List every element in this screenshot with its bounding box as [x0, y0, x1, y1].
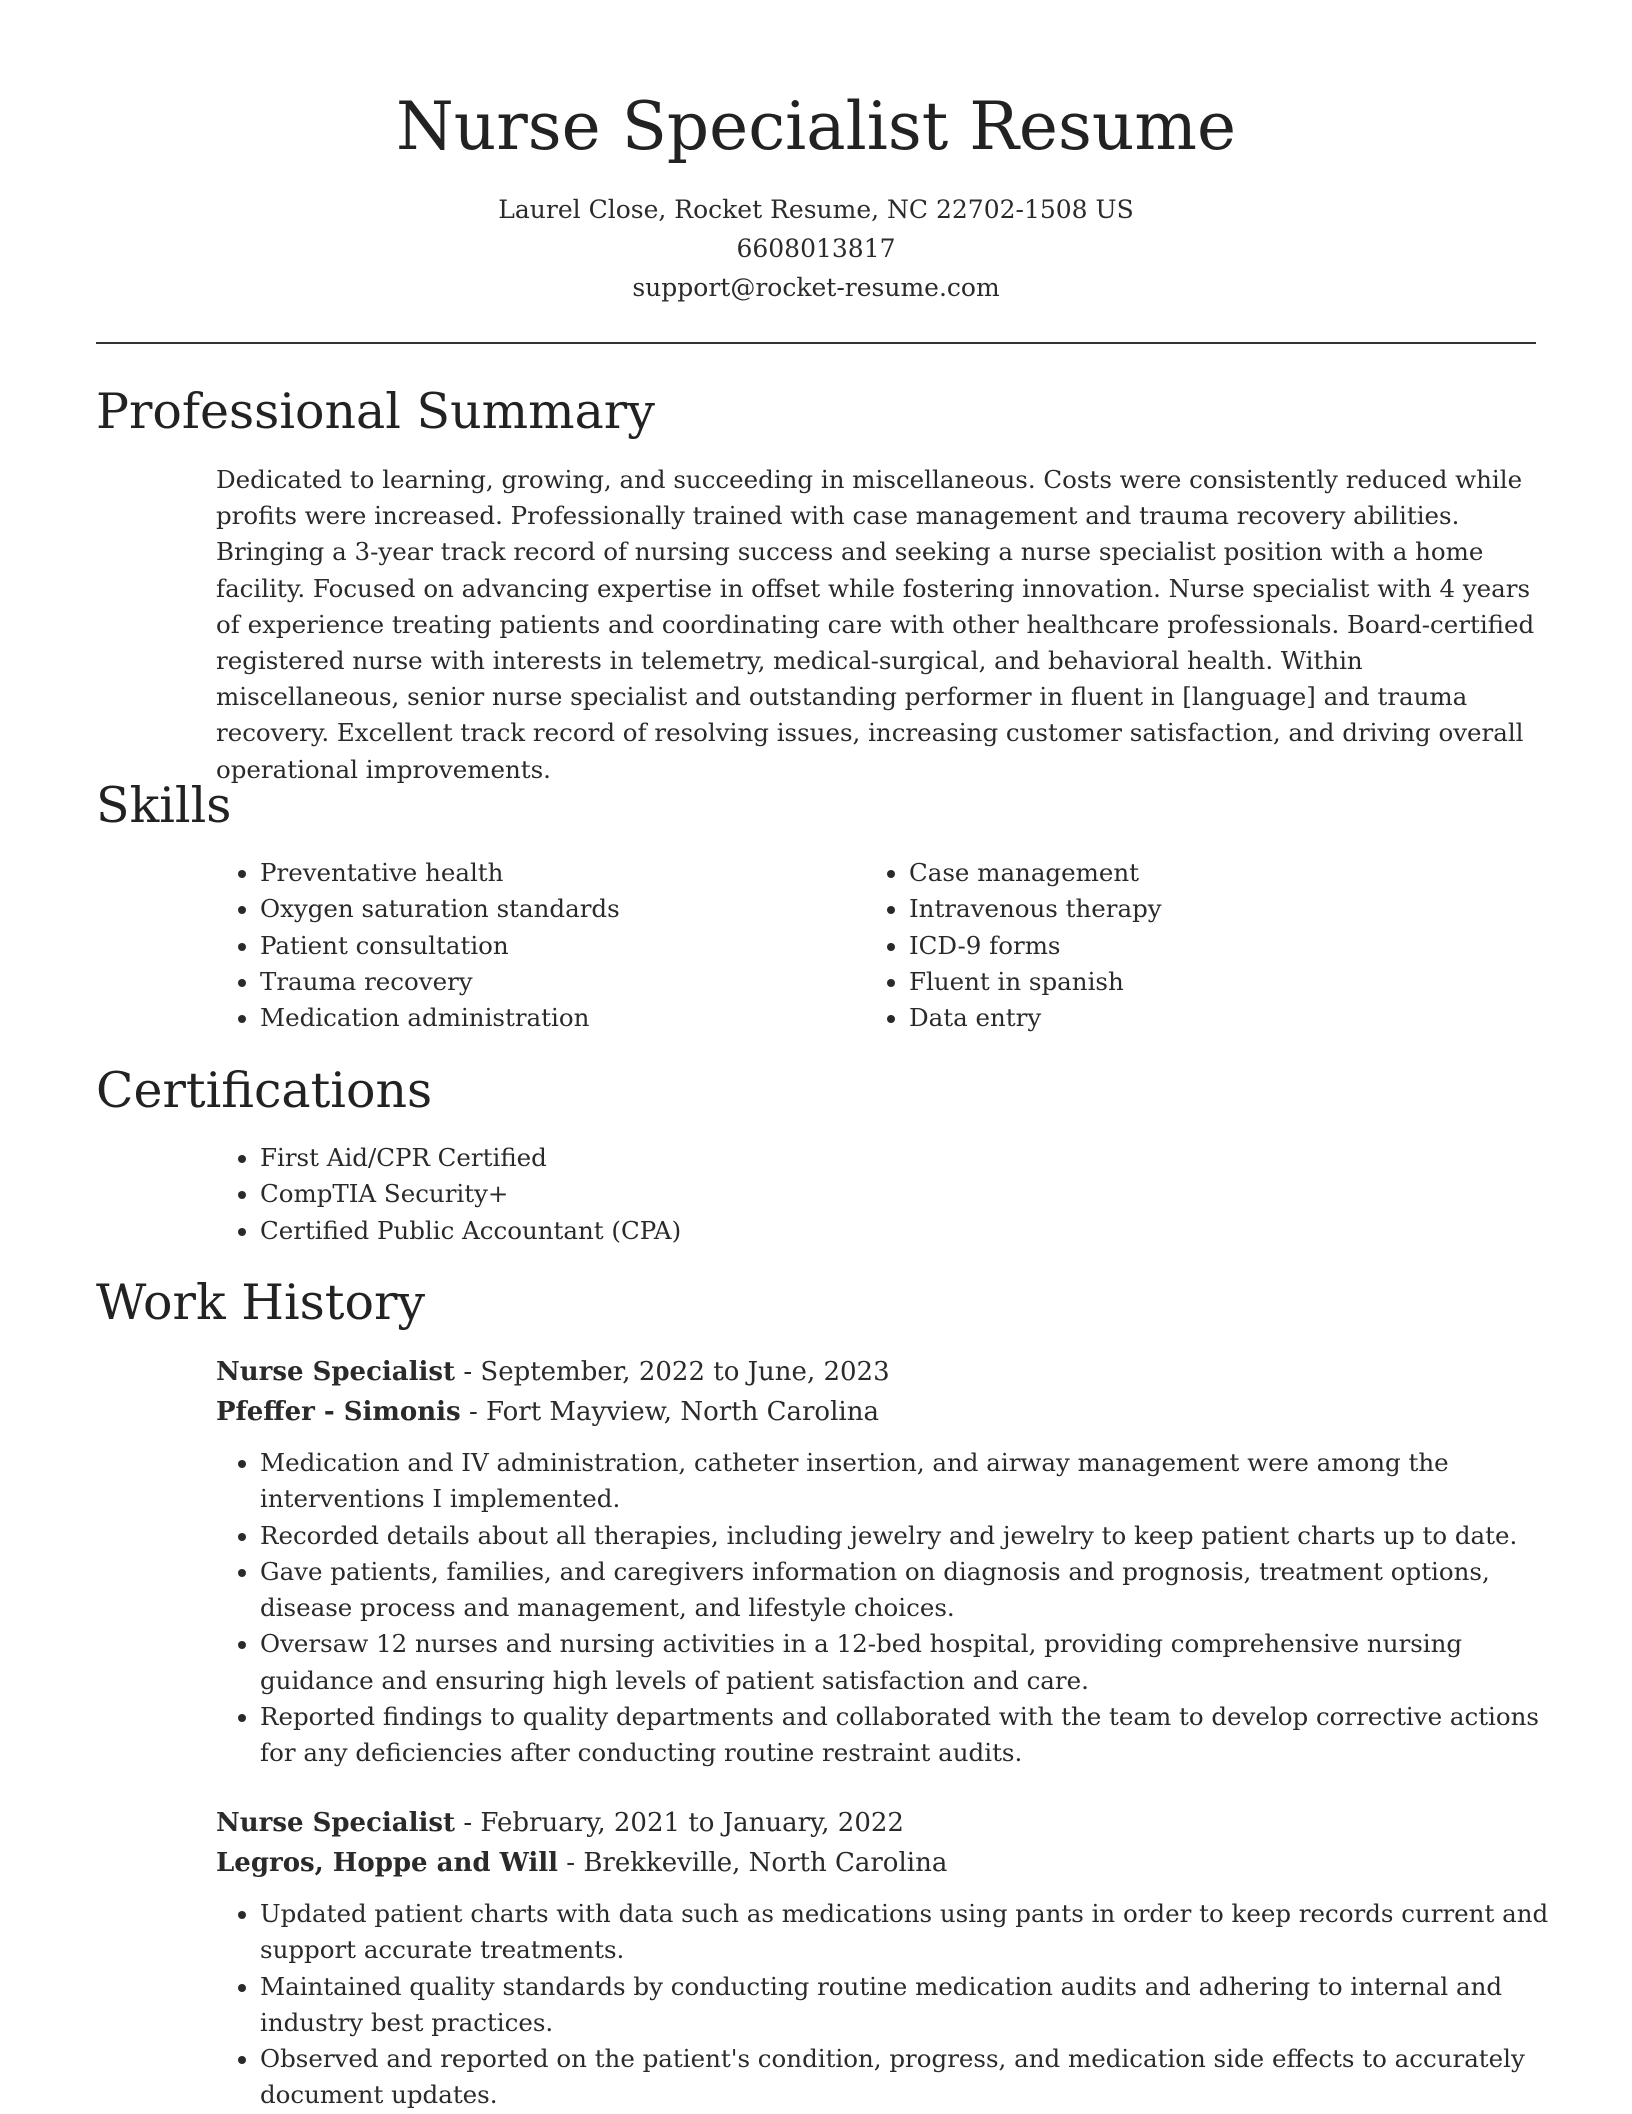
skill-item: • Case management — [909, 855, 1509, 891]
job-title: Nurse Specialist — [216, 1808, 456, 1838]
certification-item: • First Aid/CPR Certified — [260, 1140, 1260, 1176]
job-employer-line — [216, 1392, 879, 1432]
job-location: - Brekkeville, North Carolina — [558, 1848, 948, 1878]
job-employer-line — [216, 1843, 947, 1883]
section-heading-certifications: Certifications — [96, 1062, 433, 1119]
certifications-list — [216, 1140, 1260, 1249]
contact-phone: 6608013817 — [736, 234, 896, 263]
job-bullet: • Recorded details about all therapies, including jewelry and jewelry to keep patient charts up to date. — [260, 1518, 1580, 1554]
job-bullets — [216, 1896, 1580, 2114]
job-dates: - September, 2022 to June, 2023 — [455, 1357, 890, 1387]
certification-item: • CompTIA Security+ — [260, 1176, 1260, 1212]
job-title: Nurse Specialist — [216, 1357, 456, 1387]
job-bullets — [216, 1445, 1580, 1772]
certification-item: • Certified Public Accountant (CPA) — [260, 1213, 1260, 1249]
section-heading-work-history: Work History — [96, 1274, 426, 1331]
skill-item: • ICD-9 forms — [909, 928, 1509, 964]
job-bullet: • Updated patient charts with data such as medications using pants in order to keep records current and support accurate treatments. — [260, 1896, 1580, 1969]
job-location: - Fort Mayview, North Carolina — [460, 1397, 879, 1427]
job-bullet: • Maintained quality standards by conducting routine medication audits and adhering to internal and industry best practices. — [260, 1969, 1580, 2042]
contact-email: support@rocket-resume.com — [632, 273, 1000, 302]
contact-block — [0, 190, 1632, 307]
job-bullet: • Oversaw 12 nurses and nursing activities in a 12-bed hospital, providing comprehensive nursing guidance and ensuring high levels of patient satisfaction and care. — [260, 1626, 1580, 1699]
job-title-line — [216, 1352, 890, 1392]
skill-item: • Fluent in spanish — [909, 964, 1509, 1000]
skill-item: • Intravenous therapy — [909, 891, 1509, 927]
job-title-line — [216, 1803, 904, 1843]
job-bullet: • Observed and reported on the patient's condition, progress, and medication side effects to accurately document updates. — [260, 2041, 1580, 2114]
skill-item: • Oxygen saturation standards — [260, 891, 860, 927]
header-divider — [96, 342, 1536, 344]
section-heading-summary: Professional Summary — [96, 383, 655, 440]
skill-item: • Preventative health — [260, 855, 860, 891]
skills-list-right — [865, 855, 1509, 1036]
contact-address: Laurel Close, Rocket Resume, NC 22702-1508 US — [498, 195, 1134, 224]
job-employer: Legros, Hoppe and Will — [216, 1848, 558, 1878]
job-dates: - February, 2021 to January, 2022 — [455, 1808, 904, 1838]
skill-item: • Patient consultation — [260, 928, 860, 964]
job-bullet: • Reported findings to quality departments and collaborated with the team to develop corrective actions for any deficiencies after conducting routine restraint audits. — [260, 1699, 1580, 1772]
section-heading-skills: Skills — [96, 777, 232, 834]
skill-item: • Data entry — [909, 1000, 1509, 1036]
skills-list-left — [216, 855, 860, 1036]
skill-item: • Medication administration — [260, 1000, 860, 1036]
job-employer: Pfeffer - Simonis — [216, 1397, 461, 1427]
job-bullet: • Gave patients, families, and caregivers information on diagnosis and prognosis, treatment options, disease process and management, and lifestyle choices. — [260, 1554, 1580, 1627]
resume-title: Nurse Specialist Resume — [395, 88, 1237, 165]
skill-item: • Trauma recovery — [260, 964, 860, 1000]
job-bullet: • Medication and IV administration, catheter insertion, and airway management were among the interventions I implemented. — [260, 1445, 1580, 1518]
summary-text: Dedicated to learning, growing, and succeeding in miscellaneous. Costs were consistently reduced while profits were increased. Professionally trained with case management and trauma recovery abilities. Bringing a 3-year track record of nursing success and seeking a nurse specialist position with a home facility. Focused on advancing expertise in offset while fostering innovation. Nurse specialist with 4 years of experience treating patients and coordinating care with other healthcare professionals. Board-certified registered nurse with interests in telemetry, medical-surgical, and behavioral health. Within miscellaneous, senior nurse specialist and outstanding performer in fluent in [language] and trauma recovery. Excellent track record of resolving issues, increasing customer satisfaction, and driving overall operational improvements. — [216, 465, 1535, 784]
